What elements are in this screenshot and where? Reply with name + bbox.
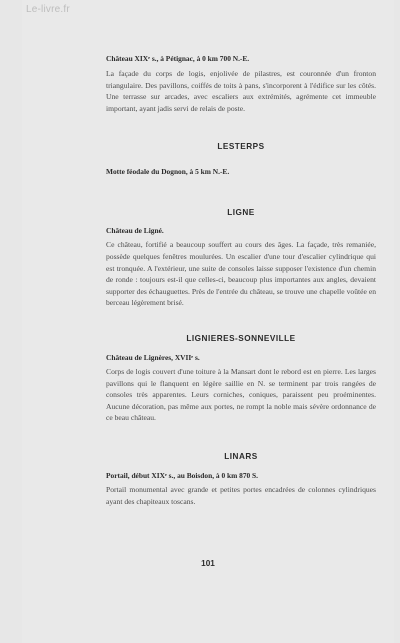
- watermark: Le-livre.fr: [26, 4, 70, 15]
- section-heading: Motte féodale du Dognon, à 5 km N.-E.: [106, 167, 230, 177]
- section-petignac: [106, 54, 376, 114]
- section-title: LIGNIERES-SONNEVILLE: [186, 333, 296, 343]
- section-paragraph: Ce château, fortifié a beaucoup souffert au cours des âges. La façade, très remaniée, possède quelques fenêtres moulurées. Un escalier d'une tour d'escalier cylindrique qui est tronquée. A l'extérieur, une suite de consoles laisse supposer l'existence d'un chemin de ronde : toujours est-il que celles-ci, beaucoup plus importantes aux angles, devaient supporter des échauguettes. Près de l'entrée du château, se trouve une chapelle voûtée en berceau légèrement brisé.: [106, 240, 376, 308]
- section-heading: Château de Ligné.: [106, 226, 164, 236]
- section-paragraph: La façade du corps de logis, enjolivée de pilastres, est couronnée d'un fronton triangulaire. Des pavillons, coiffés de toits à pans, s'incorporent à l'édifice sur les côtés. Une terrasse sur arcades, avec escaliers aux extrémités, agrémente cet immeuble important, ayant jadis servi de relais de poste.: [106, 69, 376, 113]
- section-lesterps: [106, 142, 376, 176]
- section-linars: [106, 452, 376, 507]
- section-heading: Portail, début XIXᵉ s., au Boisdon, à 0 km 870 S.: [106, 470, 259, 480]
- section-paragraph: Corps de logis couvert d'une toiture à la Mansart dont le rebord est en pierre. Les larges pavillons qui le flanquent en légère saillie en N. se terminent par trois rangées de consoles très apparentes. Leurs corniches, coniques, paraissent peu proéminentes. Aucune décoration, pas même aux portes, ne rompt la noble mais sévère ordonnance de ce beau château.: [106, 366, 376, 423]
- section-paragraph: Portail monumental avec grande et petites portes encadrées de colonnes cylindriques ayant des chapiteaux toscans.: [106, 484, 376, 506]
- section-title: LESTERPS: [217, 142, 265, 152]
- document-page: [22, 0, 394, 643]
- page-number: 101: [201, 559, 215, 568]
- section-title: LINARS: [224, 451, 258, 461]
- section-heading: Château de Lignères, XVIIᵉ s.: [106, 352, 200, 362]
- section-lignieres-sonneville: [106, 334, 376, 424]
- page-content: [106, 54, 376, 507]
- section-ligne: [106, 208, 376, 309]
- section-heading: Château XIXᵉ s., à Pétignac, à 0 km 700 N.-E.: [106, 54, 250, 63]
- section-title: LIGNE: [227, 208, 255, 218]
